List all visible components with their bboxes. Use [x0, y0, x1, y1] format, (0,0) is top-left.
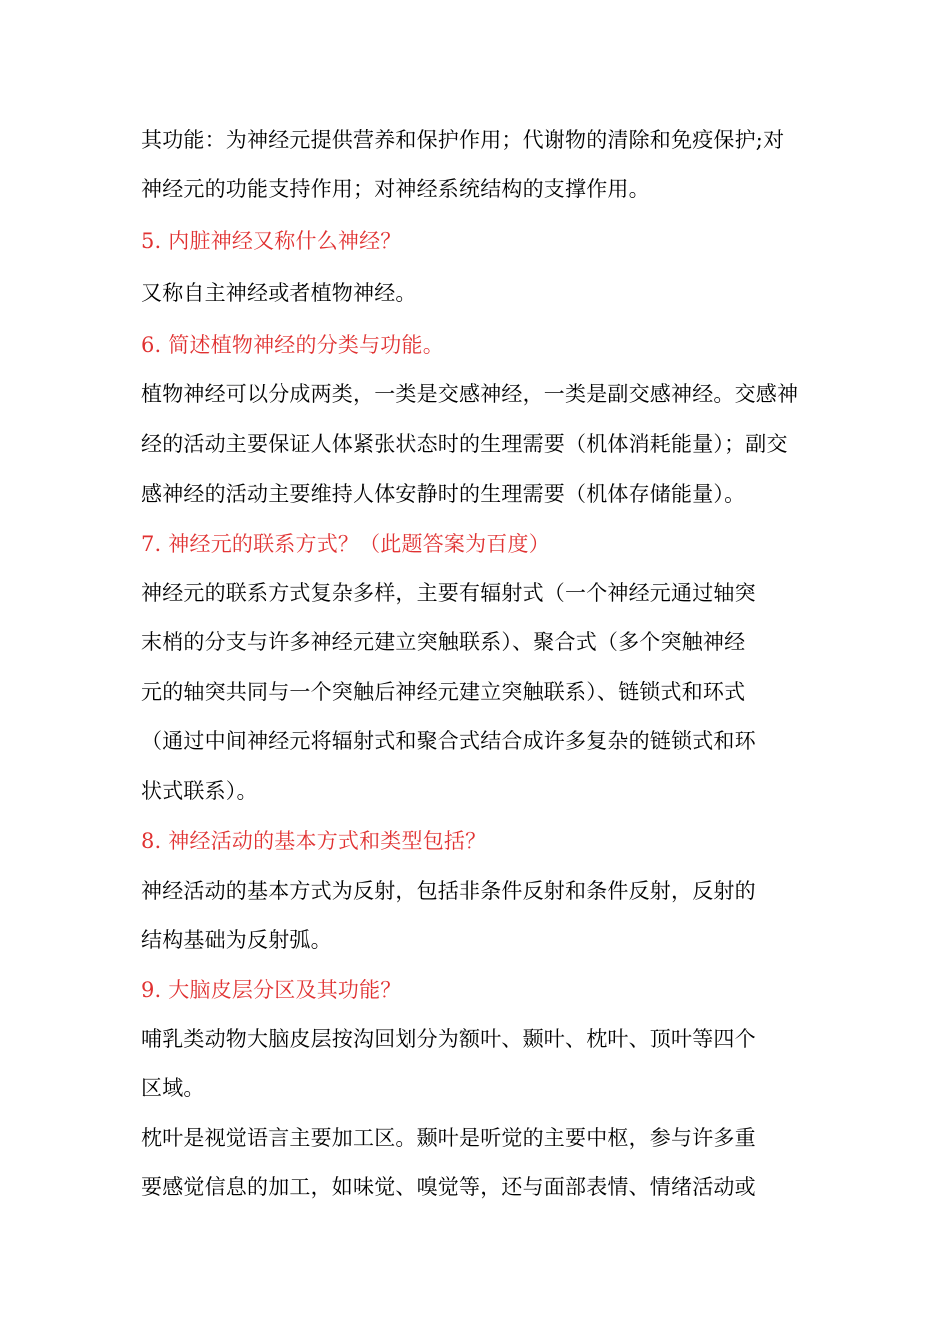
body-line: 感神经的活动主要维持人体安静时的生理需要（机体存储能量）。: [141, 482, 746, 506]
question-heading: 5. 内脏神经又称什么神经？: [141, 229, 402, 253]
body-line: 末梢的分支与许多神经元建立突触联系）、聚合式（多个突触神经: [141, 630, 746, 654]
question-heading: 8. 神经活动的基本方式和类型包括？: [141, 829, 487, 853]
body-line: 又称自主神经或者植物神经。: [141, 281, 417, 305]
body-line: 哺乳类动物大脑皮层按沟回划分为额叶、颞叶、枕叶、顶叶等四个: [141, 1027, 756, 1051]
body-line: 植物神经可以分成两类，一类是交感神经，一类是副交感神经。交感神: [141, 382, 799, 406]
question-heading: 9. 大脑皮层分区及其功能？: [141, 978, 402, 1002]
question-heading: 7. 神经元的联系方式？（此题答案为百度）: [141, 532, 550, 556]
body-line: 神经活动的基本方式为反射，包括非条件反射和条件反射，反射的: [141, 879, 756, 903]
body-line: 经的活动主要保证人体紧张状态时的生理需要（机体消耗能量）；副交: [141, 432, 788, 456]
body-line: 其功能：为神经元提供营养和保护作用；代谢物的清除和免疫保护;对: [141, 128, 785, 152]
body-line: 枕叶是视觉语言主要加工区。颞叶是听觉的主要中枢，参与许多重: [141, 1126, 756, 1150]
body-line: （通过中间神经元将辐射式和聚合式结合成许多复杂的链锁式和环: [141, 729, 756, 753]
body-line: 区域。: [141, 1076, 205, 1100]
body-line: 元的轴突共同与一个突触后神经元建立突触联系）、链锁式和环式: [141, 680, 746, 704]
question-heading: 6. 简述植物神经的分类与功能。: [141, 333, 444, 357]
body-line: 状式联系）。: [141, 779, 258, 803]
body-line: 结构基础为反射弧。: [141, 928, 332, 952]
body-line: 神经元的联系方式复杂多样，主要有辐射式（一个神经元通过轴突: [141, 581, 756, 605]
body-line: 要感觉信息的加工，如味觉、嗅觉等，还与面部表情、情绪活动或: [141, 1175, 756, 1199]
body-line: 神经元的功能支持作用；对神经系统结构的支撑作用。: [141, 177, 650, 201]
